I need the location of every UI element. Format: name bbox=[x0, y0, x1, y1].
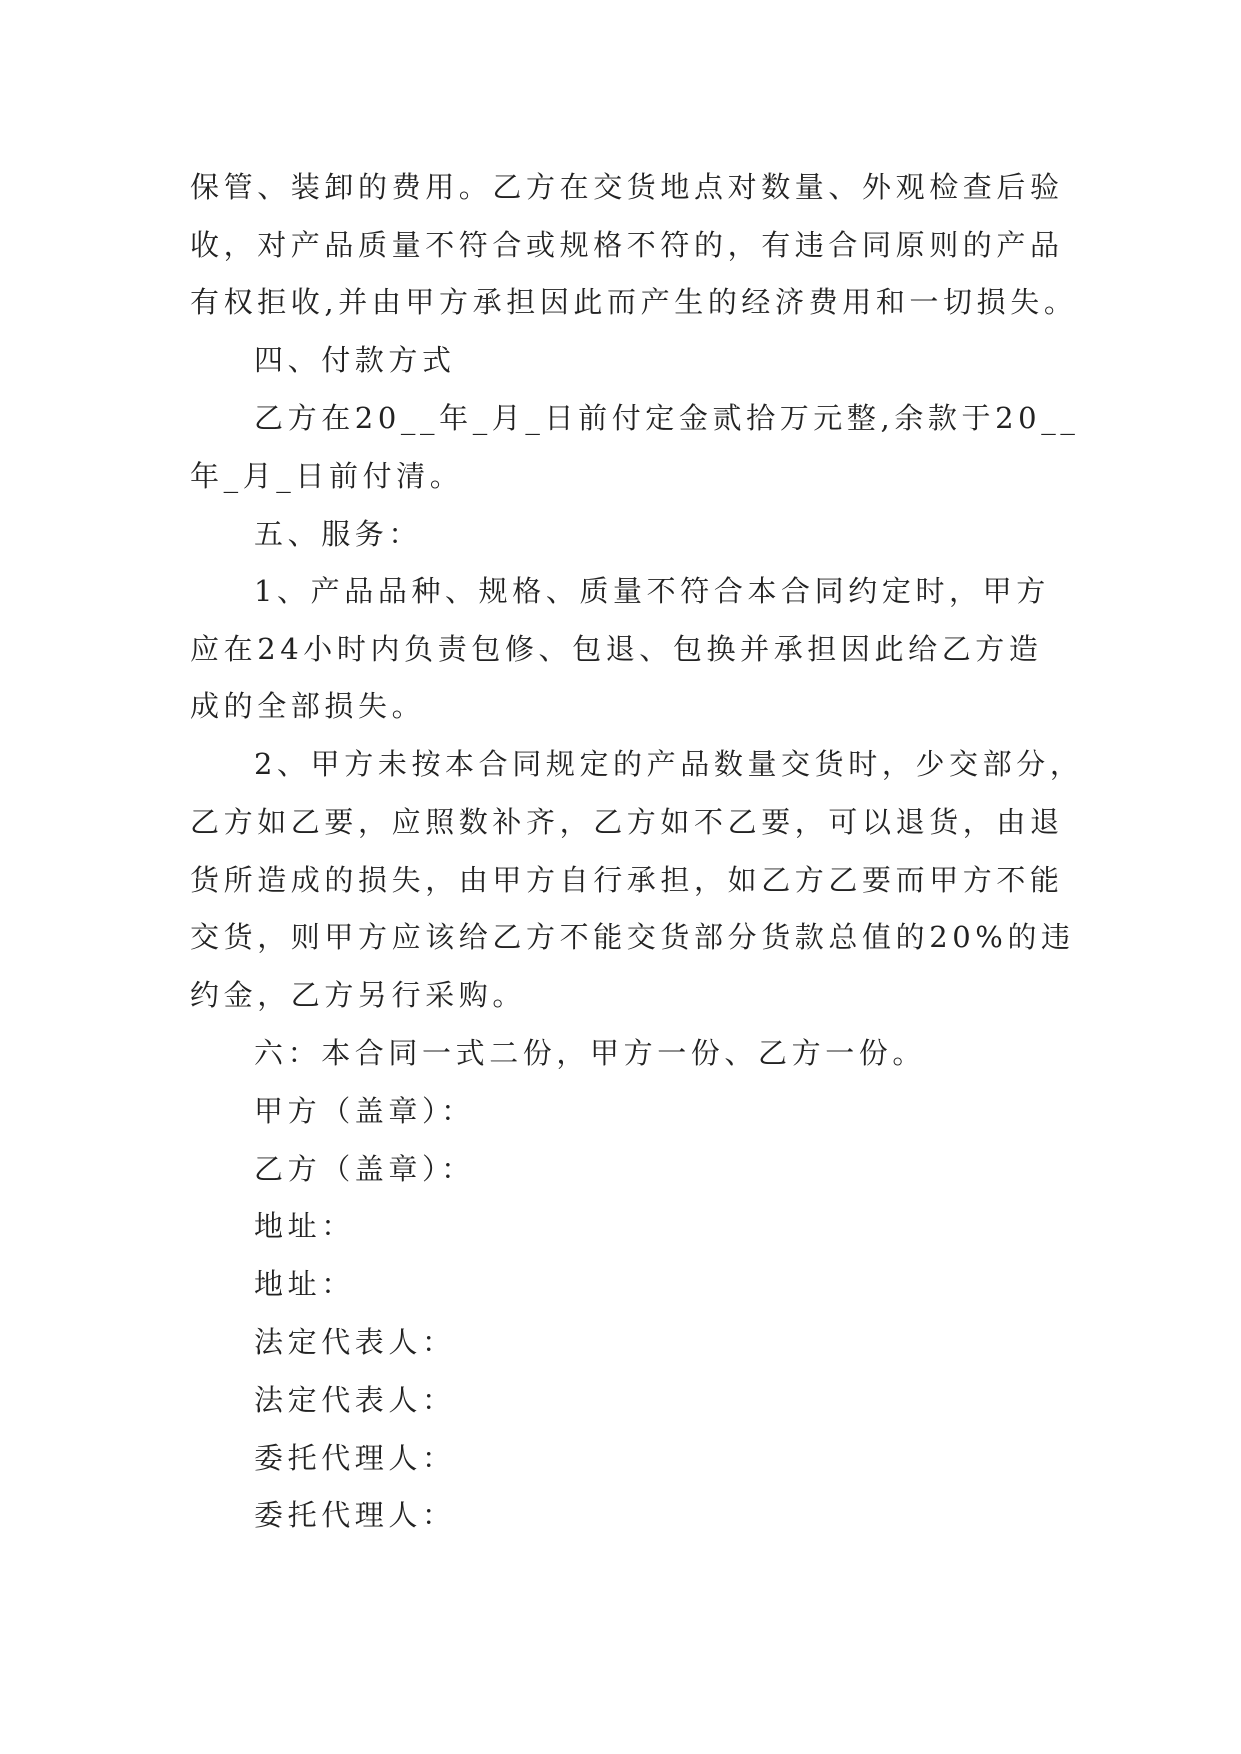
paragraph-line: 乙方如乙要，应照数补齐，乙方如不乙要，可以退货，由退 bbox=[190, 805, 1064, 839]
paragraph-line: 成的全部损失。 bbox=[190, 689, 426, 723]
signature-field-label: 法定代表人： bbox=[254, 1383, 456, 1417]
signature-field-label: 地址： bbox=[254, 1209, 355, 1243]
paragraph-line: 年_月_日前付清。 bbox=[190, 459, 464, 493]
signature-field-label: 乙方（盖章）： bbox=[254, 1152, 475, 1186]
paragraph-line: 2、甲方未按本合同规定的产品数量交货时，少交部分， bbox=[254, 747, 1084, 781]
signature-field-label: 委托代理人： bbox=[254, 1441, 456, 1475]
paragraph-line: 保管、装卸的费用。乙方在交货地点对数量、外观检查后验 bbox=[190, 170, 1064, 204]
paragraph-line: 应在24小时内负责包修、包退、包换并承担因此给乙方造 bbox=[190, 632, 1043, 666]
paragraph-line: 交货，则甲方应该给乙方不能交货部分货款总值的20%的违 bbox=[190, 920, 1075, 954]
section-heading: 五、服务： bbox=[254, 517, 423, 551]
paragraph-line: 有权拒收,并由甲方承担因此而产生的经济费用和一切损失。 bbox=[190, 285, 1078, 319]
paragraph-line: 约金，乙方另行采购。 bbox=[190, 978, 527, 1012]
paragraph-line: 六：本合同一式二份，甲方一份、乙方一份。 bbox=[254, 1036, 927, 1070]
paragraph-line: 货所造成的损失，由甲方自行承担，如乙方乙要而甲方不能 bbox=[190, 863, 1064, 897]
signature-field-label: 甲方（盖章）： bbox=[254, 1094, 475, 1128]
paragraph-line: 1、产品品种、规格、质量不符合本合同约定时，甲方 bbox=[254, 574, 1050, 608]
section-heading: 四、付款方式 bbox=[254, 343, 456, 377]
signature-field-label: 委托代理人： bbox=[254, 1498, 456, 1532]
signature-field-label: 地址： bbox=[254, 1267, 355, 1301]
signature-field-label: 法定代表人： bbox=[254, 1325, 456, 1359]
paragraph-line: 收，对产品质量不符合或规格不符的，有违合同原则的产品 bbox=[190, 228, 1064, 262]
paragraph-line: 乙方在20__年_月_日前付定金贰拾万元整,余款于20__ bbox=[254, 401, 1080, 435]
